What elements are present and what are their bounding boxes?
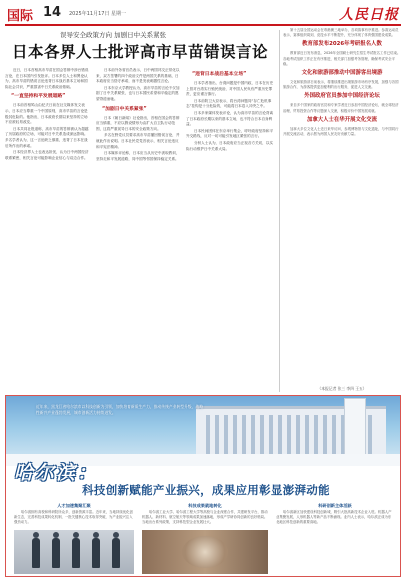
- feature-subhead: 科研创新主体活跃: [318, 503, 352, 508]
- paragraph: 近日，日本首相高市早苗在国会答辩中涉台错误言论，在日本国内引发批评。日本多位人士和舆论认为，高市早苗的错误言论违背日本战后基本立场和国际社会共识，严重损害中日关系政治基础。: [5, 68, 89, 89]
- newspaper-logo: 人民日报: [339, 7, 399, 23]
- article-subhead: “一直坚持和平发展道路”: [11, 94, 66, 100]
- page-number: 14: [43, 5, 62, 20]
- paragraph: 日本前外务省官员表示，日中两国邦交正常化以来，双方签署的四个政治文件是两国关系的基础，日本政府应当恪守承诺，而不是发表刺激性言论。: [96, 68, 180, 84]
- robot-figure: [92, 538, 100, 568]
- brief-title: 教育部发布2026年考研报名人数: [302, 41, 382, 48]
- feature-subhead: 科技成果就地转化: [188, 503, 222, 508]
- paragraph: 日本《朝日新闻》社论指出，首相在国会的答辩应当慎重，不应以假设情形为由扩大自卫队行动范围，这将严重误导日本的安全政策方向。: [96, 115, 180, 131]
- article-column-2: [96, 68, 182, 392]
- paragraph: 日本多家媒体发表评论，认为高市早苗的言论背离了日本政府长期以来的基本立场，也不符合日本自身利益。: [186, 110, 274, 127]
- paragraph: 哈尔滨工业大学、哈尔滨工程大学等高校与企业深度合作，共建研发平台，推动机器人、新材料、航空航天等领域成果加速落地，形成产学研协同创新的良好格局。当地出台系列政策，支持科技型企业发展壮大。: [142, 510, 268, 524]
- paragraph: 哈尔滨拥有高校和科研院所众多，创新资源丰富。近年来，当地持续优化创新生态，完善科技成果转化机制，一批关键核心技术取得突破，为产业振兴注入强劲动力。: [14, 510, 133, 524]
- page-masthead: [5, 4, 401, 24]
- article-kicker: 误导安全政策方向 加剧日中关系紧张: [60, 31, 167, 39]
- article-subhead: “违背日本战后基本立场”: [192, 72, 247, 77]
- robot-figure: [72, 538, 80, 568]
- robot-figure: [112, 538, 120, 568]
- brief-body: 文化和旅游部日前表示，将继续推进出境旅游市场有序发展，加强与各国旅游合作，为游客提供更加便利的出行服务，促进人文交流。: [283, 80, 399, 90]
- brief-title: 加拿大人士在华开展文化交流: [306, 116, 378, 123]
- brief-title: 文化和旅游部推动中国游客出境游: [301, 70, 383, 77]
- paragraph: 日本媒体评论称，日本应当从历史中汲取教训，坚持走和平发展道路，同中国等邻国保持稳定关系。: [96, 151, 180, 161]
- tower-illustration: [344, 398, 366, 458]
- column-divider: [279, 30, 280, 392]
- paragraph: 哈尔滨新区加快建设科技创新城，吸引大批高新技术企业入驻。机器人产业集聚发展，人形机器人等新产品不断涌现。业内人士表示，哈尔滨正成为东北地区科技创新的重要高地。: [276, 510, 392, 524]
- city-skyline-photo: [6, 396, 400, 466]
- article-subhead: “加剧日中关系紧张”: [102, 106, 147, 112]
- paragraph: 多名在野党议员要求高市早苗撤回错误言论，并就此作出说明。日本社民党党首表示，相关言论违反和平宪法精神。: [96, 133, 180, 149]
- harbin-feature-box: [5, 395, 401, 577]
- article-column-1: [5, 68, 91, 392]
- robot-figure: [32, 538, 40, 568]
- brief-body: 教育部近日发布消息，2026年全国硕士研究生招生考试报名工作已结束。各地考试组织工作正在有序推进，相关部门加强考务管理，确保考试安全平稳。: [283, 51, 401, 66]
- robot-figure: [52, 538, 60, 568]
- article-headline: 日本各界人士批评高市早苗错误言论: [11, 43, 268, 61]
- feature-headline: 科技创新赋能产业振兴，成果应用彰显澎湃动能: [82, 483, 330, 497]
- paragraph: 日本学者指出，台湾问题是中国内政，日本在历史上曾对台湾实行殖民统治，对中国人民负有严重历史罪责，更应谨言慎行。: [186, 81, 274, 97]
- paragraph: 日本共同社报道称，高市早苗的答辩被认为超越了历届政府的立场，可能对日中关系造成深远影响。多名学者认为，这一言论缺乏慎重，违背了日本在战后所作出的承诺。: [5, 126, 89, 148]
- byline: （本报记者 张三 李四 王五）: [317, 386, 367, 391]
- paragraph: 日本前防卫大臣表示，将台湾问题同“存亡危机事态”挂钩是十分危险的，可能将日本卷入冲突之中。: [186, 98, 272, 109]
- paragraph: 日本经济界人士也表达担忧，认为日中两国经济联系紧密，相关言论可能影响企业信心与双边合作。: [5, 150, 89, 160]
- robots-photo: [14, 530, 134, 574]
- brief-title: 外国政府官员参加中国经济论坛: [304, 93, 380, 100]
- feature-column-3: [276, 500, 394, 576]
- masthead-rule: [5, 24, 401, 26]
- feature-intro: 近年来，黑龙江省哈尔滨市以科技创新为引领，加快培育新质生产力，推动传统产业转型升级，战略性新兴产业蓬勃发展，城市创新活力持续迸发。: [36, 404, 204, 415]
- article-column-3: [186, 68, 274, 392]
- right-news-column: [283, 28, 401, 392]
- section-name: 国际: [7, 9, 34, 24]
- brief-intro: 第十五届全国运动会在粤港澳三地举办，各项赛事有序推进。参赛运动员表示，赛事组织周到，竞技水平不断提升，充分体现了体育强国建设成果。: [283, 28, 399, 38]
- paragraph: 分析人士认为，日本政府应当正视各方关切，以实际行动维护日中关系大局。: [186, 140, 274, 151]
- feature-subhead: 人才加速集聚汇聚: [57, 503, 91, 508]
- brief-body: 来自多个国家的政府官员和专家学者近日参加中国经济论坛，就全球经济治理、贸易投资合作等议题深入交流，积极评价中国发展成就。: [283, 103, 399, 113]
- brief-body: 加拿大多位文化人士近日来华访问，参观博物馆与文化遗址，与中国同行开展交流活动，表示愿为两国人民友好贡献力量。: [283, 126, 399, 137]
- paragraph: 日本前首相鸠山由纪夫日前在社交媒体发文表示，日本应当尊重一个中国原则，高市早苗的言论是极其危险的。他指出，日本政府长期以来坚持的立场不应被轻易改变。: [5, 103, 88, 125]
- feature-city-title: 哈尔滨：: [14, 462, 99, 484]
- paragraph: 日本民间团体在东京举行集会，呼吁政府坚持和平外交路线，反对一切可能引发地区紧张的言行。: [186, 128, 274, 139]
- publication-date: 2025年11月17日 星期一: [69, 11, 127, 17]
- lab-equipment-photo: [142, 530, 268, 574]
- paragraph: 日本东京大学教授认为，高市早苗的言论不仅加剧了日中关系紧张，也与日本国民希望和平稳定的愿望背道而驰。: [96, 85, 180, 101]
